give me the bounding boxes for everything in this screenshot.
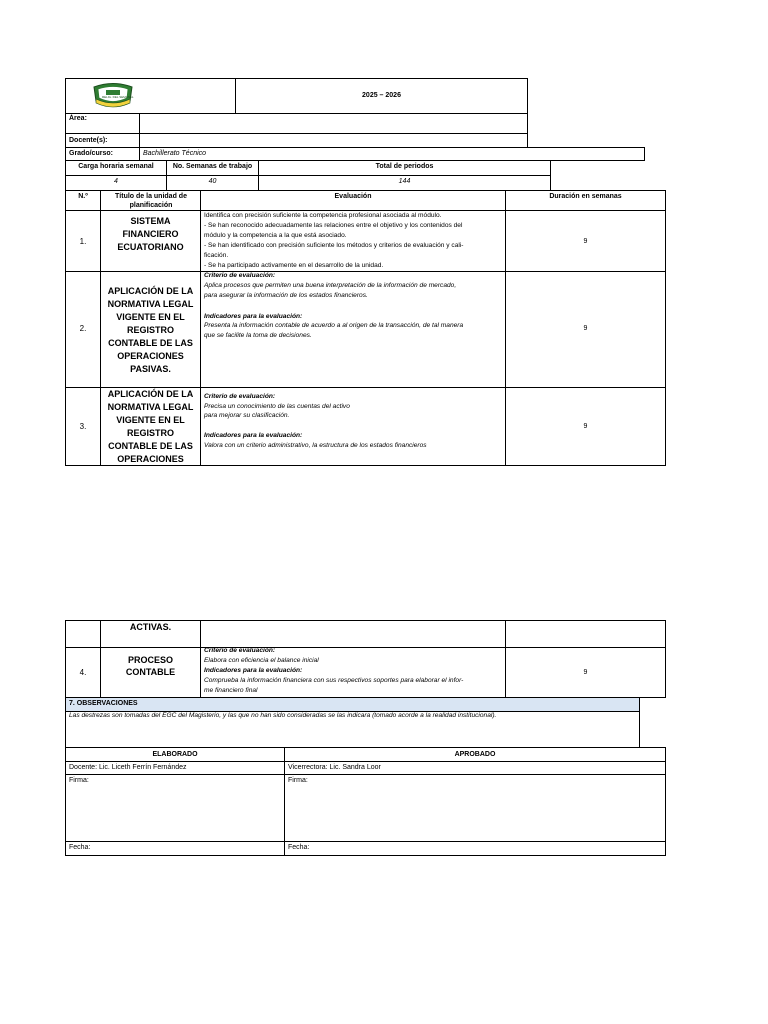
row4-indicator-line-1: Comprueba la información financiera con sus respectivos soportes para elaborar el infor- (204, 677, 464, 684)
row3-title-continued: ACTIVAS. (129, 622, 172, 632)
teacher-value-cell (139, 133, 528, 148)
row3-number: 3. (79, 422, 87, 431)
row2-title-line-3: VIGENTE EN EL (116, 312, 185, 322)
row3-criteria-line-2: para mejorar su clasificación. (204, 412, 290, 419)
row2-title-line-6: OPERACIONES (117, 351, 184, 361)
row4-criteria-line-1: Elabora con eficiencia el balance inicial (204, 657, 319, 664)
row2-criteria-line-2: para asegurar la información de los estados financieros. (204, 292, 368, 299)
elaborated-signature-label: Firma: (69, 777, 89, 784)
approved-by: Vicerrectora: Lic. Sandra Loor (288, 764, 381, 771)
workload-header-hours: Carga horaria semanal (78, 163, 154, 170)
workload-header-total: Total de periodos (375, 163, 434, 170)
row3-title-line-2: NORMATIVA LEGAL (107, 402, 194, 412)
row2-criteria-line-1: Aplica procesos que permiten una buena interpretación de la información de mercado, (204, 282, 457, 289)
row4-number: 4. (79, 668, 87, 677)
row2-criteria-label: Criterio de evaluación: (204, 272, 276, 279)
units-header-title: Título de la unidad de planificación (115, 193, 187, 209)
row1-duration: 9 (583, 238, 588, 245)
row4-criteria-label: Criterio de evaluación: (204, 647, 276, 654)
grade-value: Bachillerato Técnico (143, 150, 207, 157)
row2-title-line-4: REGISTRO (126, 325, 174, 335)
workload-weeks-value: 40 (208, 178, 217, 185)
row3-indicators-label: Indicadores para la evaluación: (204, 432, 303, 439)
row3-criteria-line-1: Precisa un conocimiento de las cuentas del activo (204, 403, 350, 410)
row3-cont-duration-cell (505, 620, 666, 648)
row2-duration: 9 (583, 325, 588, 332)
approved-heading: APROBADO (454, 751, 496, 758)
teacher-label: Docente(s): (69, 137, 108, 144)
elaborated-date-cell (65, 841, 285, 856)
row3-indicator-line-1: Valora con un criterio administrativo, la estructura de los estados financieros (204, 442, 427, 449)
row3-title-line-3: VIGENTE EN EL (116, 415, 185, 425)
row2-indicators-label: Indicadores para la evaluación: (204, 313, 303, 320)
approved-signature-cell (284, 774, 666, 842)
row2-title-line-7: PASIVAS. (130, 364, 171, 374)
row1-title-line-1: SISTEMA (130, 216, 171, 226)
elaborated-signature-cell (65, 774, 285, 842)
observations-text: Las destrezas son tomadas del EGC del Magisterio, y las que no han sido consideradas se las indicara (tomado acorde a la realidad institucional). (69, 712, 497, 719)
row4-indicator-line-2: me financiero final (204, 687, 258, 694)
row1-eval-line-5: ficación. (204, 252, 229, 259)
row2-title-line-5: CONTABLE DE LAS (108, 338, 193, 348)
area-label: Área: (69, 115, 87, 122)
row3-duration: 9 (583, 423, 588, 430)
row3-criteria-label: Criterio de evaluación: (204, 393, 276, 400)
logo-text: RELIG. DEL SEMANAL (102, 95, 134, 99)
row2-title-line-2: NORMATIVA LEGAL (107, 299, 194, 309)
row4-title-line-1: PROCESO (127, 655, 173, 665)
row1-eval-line-6: - Se ha participado activamente en el desarrollo de la unidad. (204, 262, 384, 269)
observations-heading: 7. OBSERVACIONES (69, 700, 138, 707)
school-year: 2025 – 2026 (362, 92, 401, 99)
elaborated-date-label: Fecha: (69, 844, 91, 851)
row3-title-line-4: REGISTRO (126, 428, 174, 438)
row2-indicator-line-1: Presenta la información contable de acuerdo a al origen de la transacción, de tal manera (204, 322, 464, 329)
units-header-number: N.º (78, 193, 88, 200)
area-value-cell (139, 113, 528, 134)
row2-indicator-line-2: que se facilite la toma de decisiones. (204, 332, 312, 339)
row1-number: 1. (79, 237, 87, 246)
row3-title-line-6: OPERACIONES (117, 454, 184, 464)
row2-number: 2. (79, 324, 87, 333)
row1-title-line-3: ECUATORIANO (117, 242, 184, 252)
units-header-evaluation: Evaluación (334, 193, 372, 200)
row1-eval-line-2: - Se han reconocido adecuadamente las relaciones entre el objetivo y los contenidos del (204, 222, 463, 229)
elaborated-by: Docente: Lic. Liceth Ferrín Fernández (69, 764, 187, 771)
row3-title-line-1: APLICACIÓN DE LA (107, 389, 194, 399)
row4-indicators-label: Indicadores para la evaluación: (204, 667, 303, 674)
row3-cont-number-cell (65, 620, 101, 648)
row3-title-line-5: CONTABLE DE LAS (108, 441, 193, 451)
elaborated-heading: ELABORADO (152, 751, 198, 758)
units-header-duration: Duración en semanas (549, 193, 622, 200)
row1-eval-line-1: Identifica con precisión suficiente la competencia profesional asociada al módulo. (204, 212, 442, 219)
workload-header-weeks: No. Semanas de trabajo (172, 163, 253, 170)
workload-total-value: 144 (398, 178, 411, 185)
row2-title-line-1: APLICACIÓN DE LA (107, 286, 194, 296)
approved-date-label: Fecha: (288, 844, 310, 851)
row4-title-line-2: CONTABLE (125, 667, 176, 677)
row4-duration: 9 (583, 669, 588, 676)
school-logo (90, 81, 136, 109)
grade-value-cell (139, 147, 645, 161)
row1-eval-line-4: - Se han identificado con precisión suficiente los métodos y criterios de evaluación y cali- (204, 242, 464, 249)
workload-hours-value: 4 (114, 178, 118, 185)
row1-title-line-2: FINANCIERO (122, 229, 179, 239)
row3-cont-eval-cell (200, 620, 506, 648)
observations-heading-cell (65, 697, 640, 712)
approved-date-cell (284, 841, 666, 856)
approved-signature-label: Firma: (288, 777, 308, 784)
grade-label: Grado/curso: (69, 150, 113, 157)
row1-eval-line-3: módulo y la competencia a la que está asociado. (204, 232, 347, 239)
